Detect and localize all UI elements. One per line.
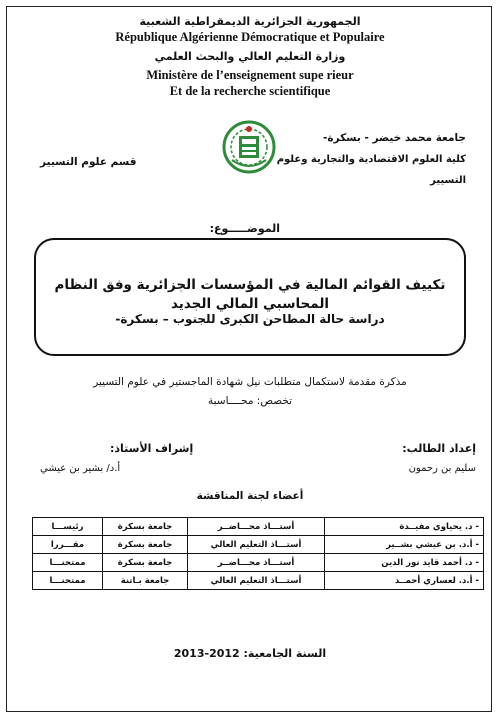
jury-table [32, 517, 484, 590]
jury-rank: أستـــاذ التعليم العالي [188, 536, 325, 554]
ministry-ar: وزارة التعليم العالي والبحث العلمي [154, 50, 346, 63]
table-row [33, 536, 484, 554]
student-name: سليم بن رحمون [408, 463, 476, 474]
jury-role: ممتحنـــا [33, 572, 103, 590]
jury-rank: أستـــاذ التعليم العالي [188, 572, 325, 590]
thesis-title: تكييف القوائم المالية في المؤسسات الجزائرية وفق النظام المحاسبي المالي الجديد [54, 277, 446, 312]
specialty-line: تخصص: محــــاسبة [207, 395, 293, 407]
jury-rank: أستـــاذ محـــاضــر [188, 518, 325, 536]
table-row [33, 572, 484, 590]
jury-name: - د. يحياوي مفيــدة [325, 518, 484, 536]
academic-year: السنة الجامعية: 2012-2013 [173, 647, 327, 660]
student-label: إعداد الطالب: [402, 442, 476, 455]
title-box [34, 238, 466, 356]
jury-university: جامعة بـاتنة [103, 572, 188, 590]
case-study: دراسة حالة المطاحن الكبرى للجنوب – بسكرة- [115, 312, 385, 326]
department-name: قسم علوم التسيير [40, 156, 137, 168]
supervisor-label: إشراف الأستاذ: [110, 442, 194, 455]
jury-university: جامعة بسكرة [103, 536, 188, 554]
jury-title: أعضاء لجنة المناقشة [196, 490, 304, 502]
university-name: جامعة محمد خيضر - بسكرة- [322, 132, 466, 144]
jury-role: ممتحنـــا [33, 554, 103, 572]
faculty-line-2: التسيير [430, 175, 466, 186]
subject-label: الموضـــــوع: [209, 222, 280, 235]
jury-university: جامعة بسكرة [103, 518, 188, 536]
university-logo [222, 120, 276, 174]
jury-role: مقـــررا [33, 536, 103, 554]
jury-name: - أ.د. بن عيشي بشــير [325, 536, 484, 554]
jury-role: رئيســـا [33, 518, 103, 536]
table-row [33, 554, 484, 572]
supervisor-name: أ.د/ بشير بن عيشي [40, 463, 121, 474]
jury-name: - أ.د. لعساري أحمــد [325, 572, 484, 590]
jury-rank: أستـــاذ محـــاضــر [188, 554, 325, 572]
ministry-fr-2: Et de la recherche scientifique [169, 84, 331, 98]
jury-name: - د. أحمد قايد نور الدين [325, 554, 484, 572]
page-border [6, 6, 492, 712]
faculty-line-1: كلية العلوم الاقتصادية والتجارية وعلوم [276, 154, 466, 165]
republic-ar: الجمهورية الجزائرية الديمقراطية الشعبية [139, 15, 361, 28]
table-row [33, 518, 484, 536]
jury-university: جامعة بسكرة [103, 554, 188, 572]
republic-fr: République Algérienne Démocratique et Populaire [115, 30, 385, 44]
ministry-fr-1: Ministère de l’enseignement supe rieur [146, 68, 354, 82]
memo-line: مذكرة مقدمة لاستكمال متطلبات نيل شهادة الماجستير في علوم التسيير [93, 376, 407, 388]
